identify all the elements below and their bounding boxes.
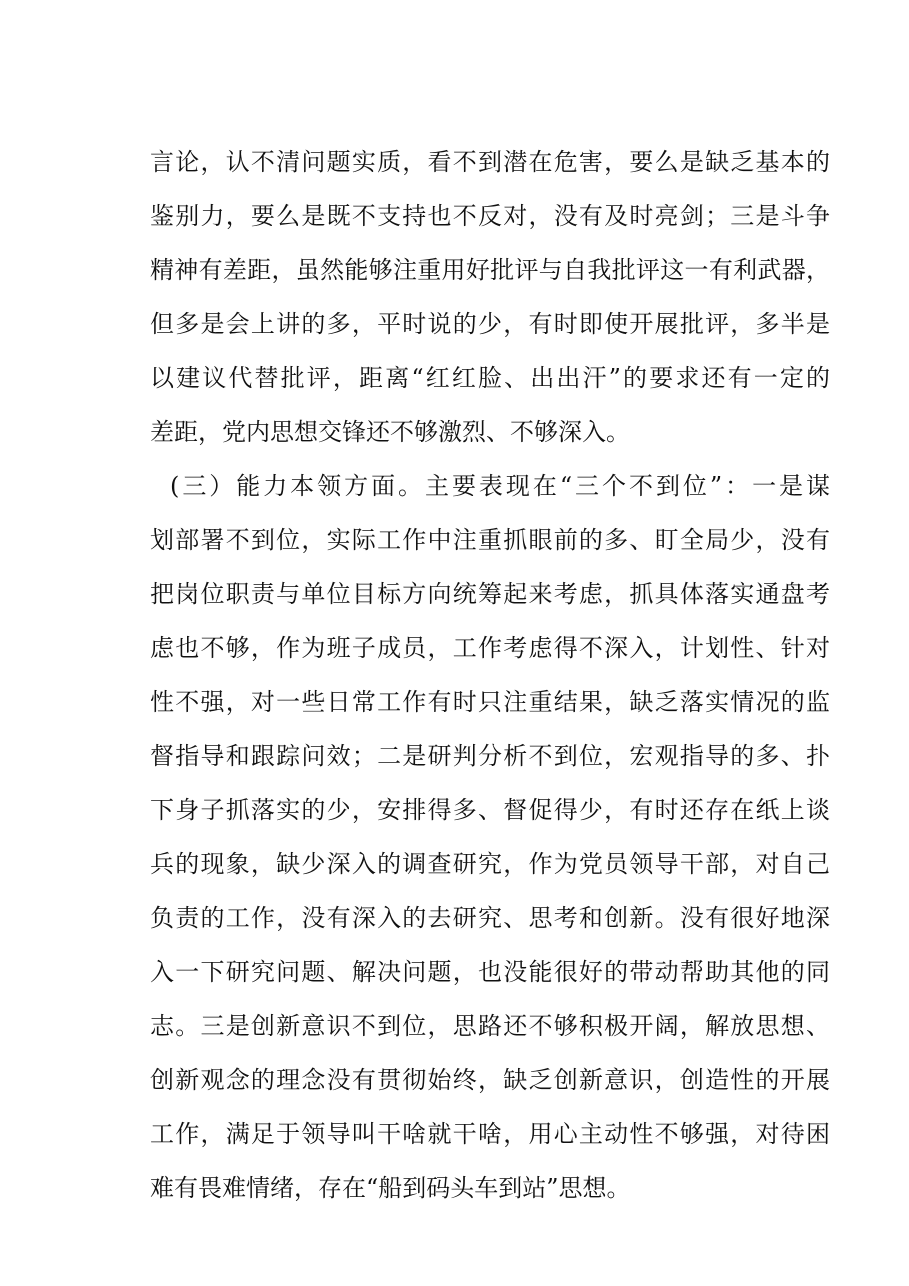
paragraph-1-line-6: 差距，党内思想交锋还不够激烈、不够深入。 (150, 418, 630, 446)
paragraph-2-line-3: 把岗位职责与单位目标方向统筹起来考虑，抓具体落实通盘考 (150, 580, 830, 608)
paragraph-2-line-11: 志。三是创新意识不到位，思路还不够积极开阔，解放思想、 (150, 1012, 830, 1040)
paragraph-2-line-4: 虑也不够，作为班子成员，工作考虑得不深入，计划性、针对 (150, 634, 830, 662)
paragraph-1-line-5: 以建议代替批评，距离“红红脸、出出汗”的要求还有一定的 (150, 364, 830, 392)
paragraph-2-line-13: 工作，满足于领导叫干啥就干啥，用心主动性不够强，对待困 (150, 1120, 830, 1148)
paragraph-2-line-9: 负责的工作，没有深入的去研究、思考和创新。没有很好地深 (150, 904, 830, 932)
paragraph-2-line-2: 划部署不到位，实际工作中注重抓眼前的多、盯全局少，没有 (150, 526, 830, 554)
paragraph-2-line-6: 督指导和跟踪问效；二是研判分析不到位，宏观指导的多、扑 (150, 742, 830, 770)
paragraph-1-line-3: 精神有差距，虽然能够注重用好批评与自我批评这一有利武器， (150, 256, 830, 284)
paragraph-2-line-14: 难有畏难情绪，存在“船到码头车到站”思想。 (150, 1174, 631, 1202)
paragraph-2-line-10: 入一下研究问题、解决问题，也没能很好的带动帮助其他的同 (150, 958, 830, 986)
paragraph-1-line-4: 但多是会上讲的多，平时说的少，有时即使开展批评，多半是 (150, 310, 830, 338)
paragraph-2-line-7: 下身子抓落实的少，安排得多、督促得少，有时还存在纸上谈 (150, 796, 830, 824)
paragraph-2-line-5: 性不强，对一些日常工作有时只注重结果，缺乏落实情况的监 (150, 688, 830, 716)
paragraph-1-line-2: 鉴别力，要么是既不支持也不反对，没有及时亮剑；三是斗争 (150, 202, 830, 230)
paragraph-2-line-1: (三）能力本领方面。主要表现在“三个不到位”：一是谋 (170, 472, 830, 500)
paragraph-2-line-8: 兵的现象，缺少深入的调查研究，作为党员领导干部，对自己 (150, 850, 830, 878)
paragraph-1-line-1: 言论，认不清问题实质，看不到潜在危害，要么是缺乏基本的 (150, 148, 830, 176)
paragraph-2-line-12: 创新观念的理念没有贯彻始终，缺乏创新意识，创造性的开展 (150, 1066, 830, 1094)
